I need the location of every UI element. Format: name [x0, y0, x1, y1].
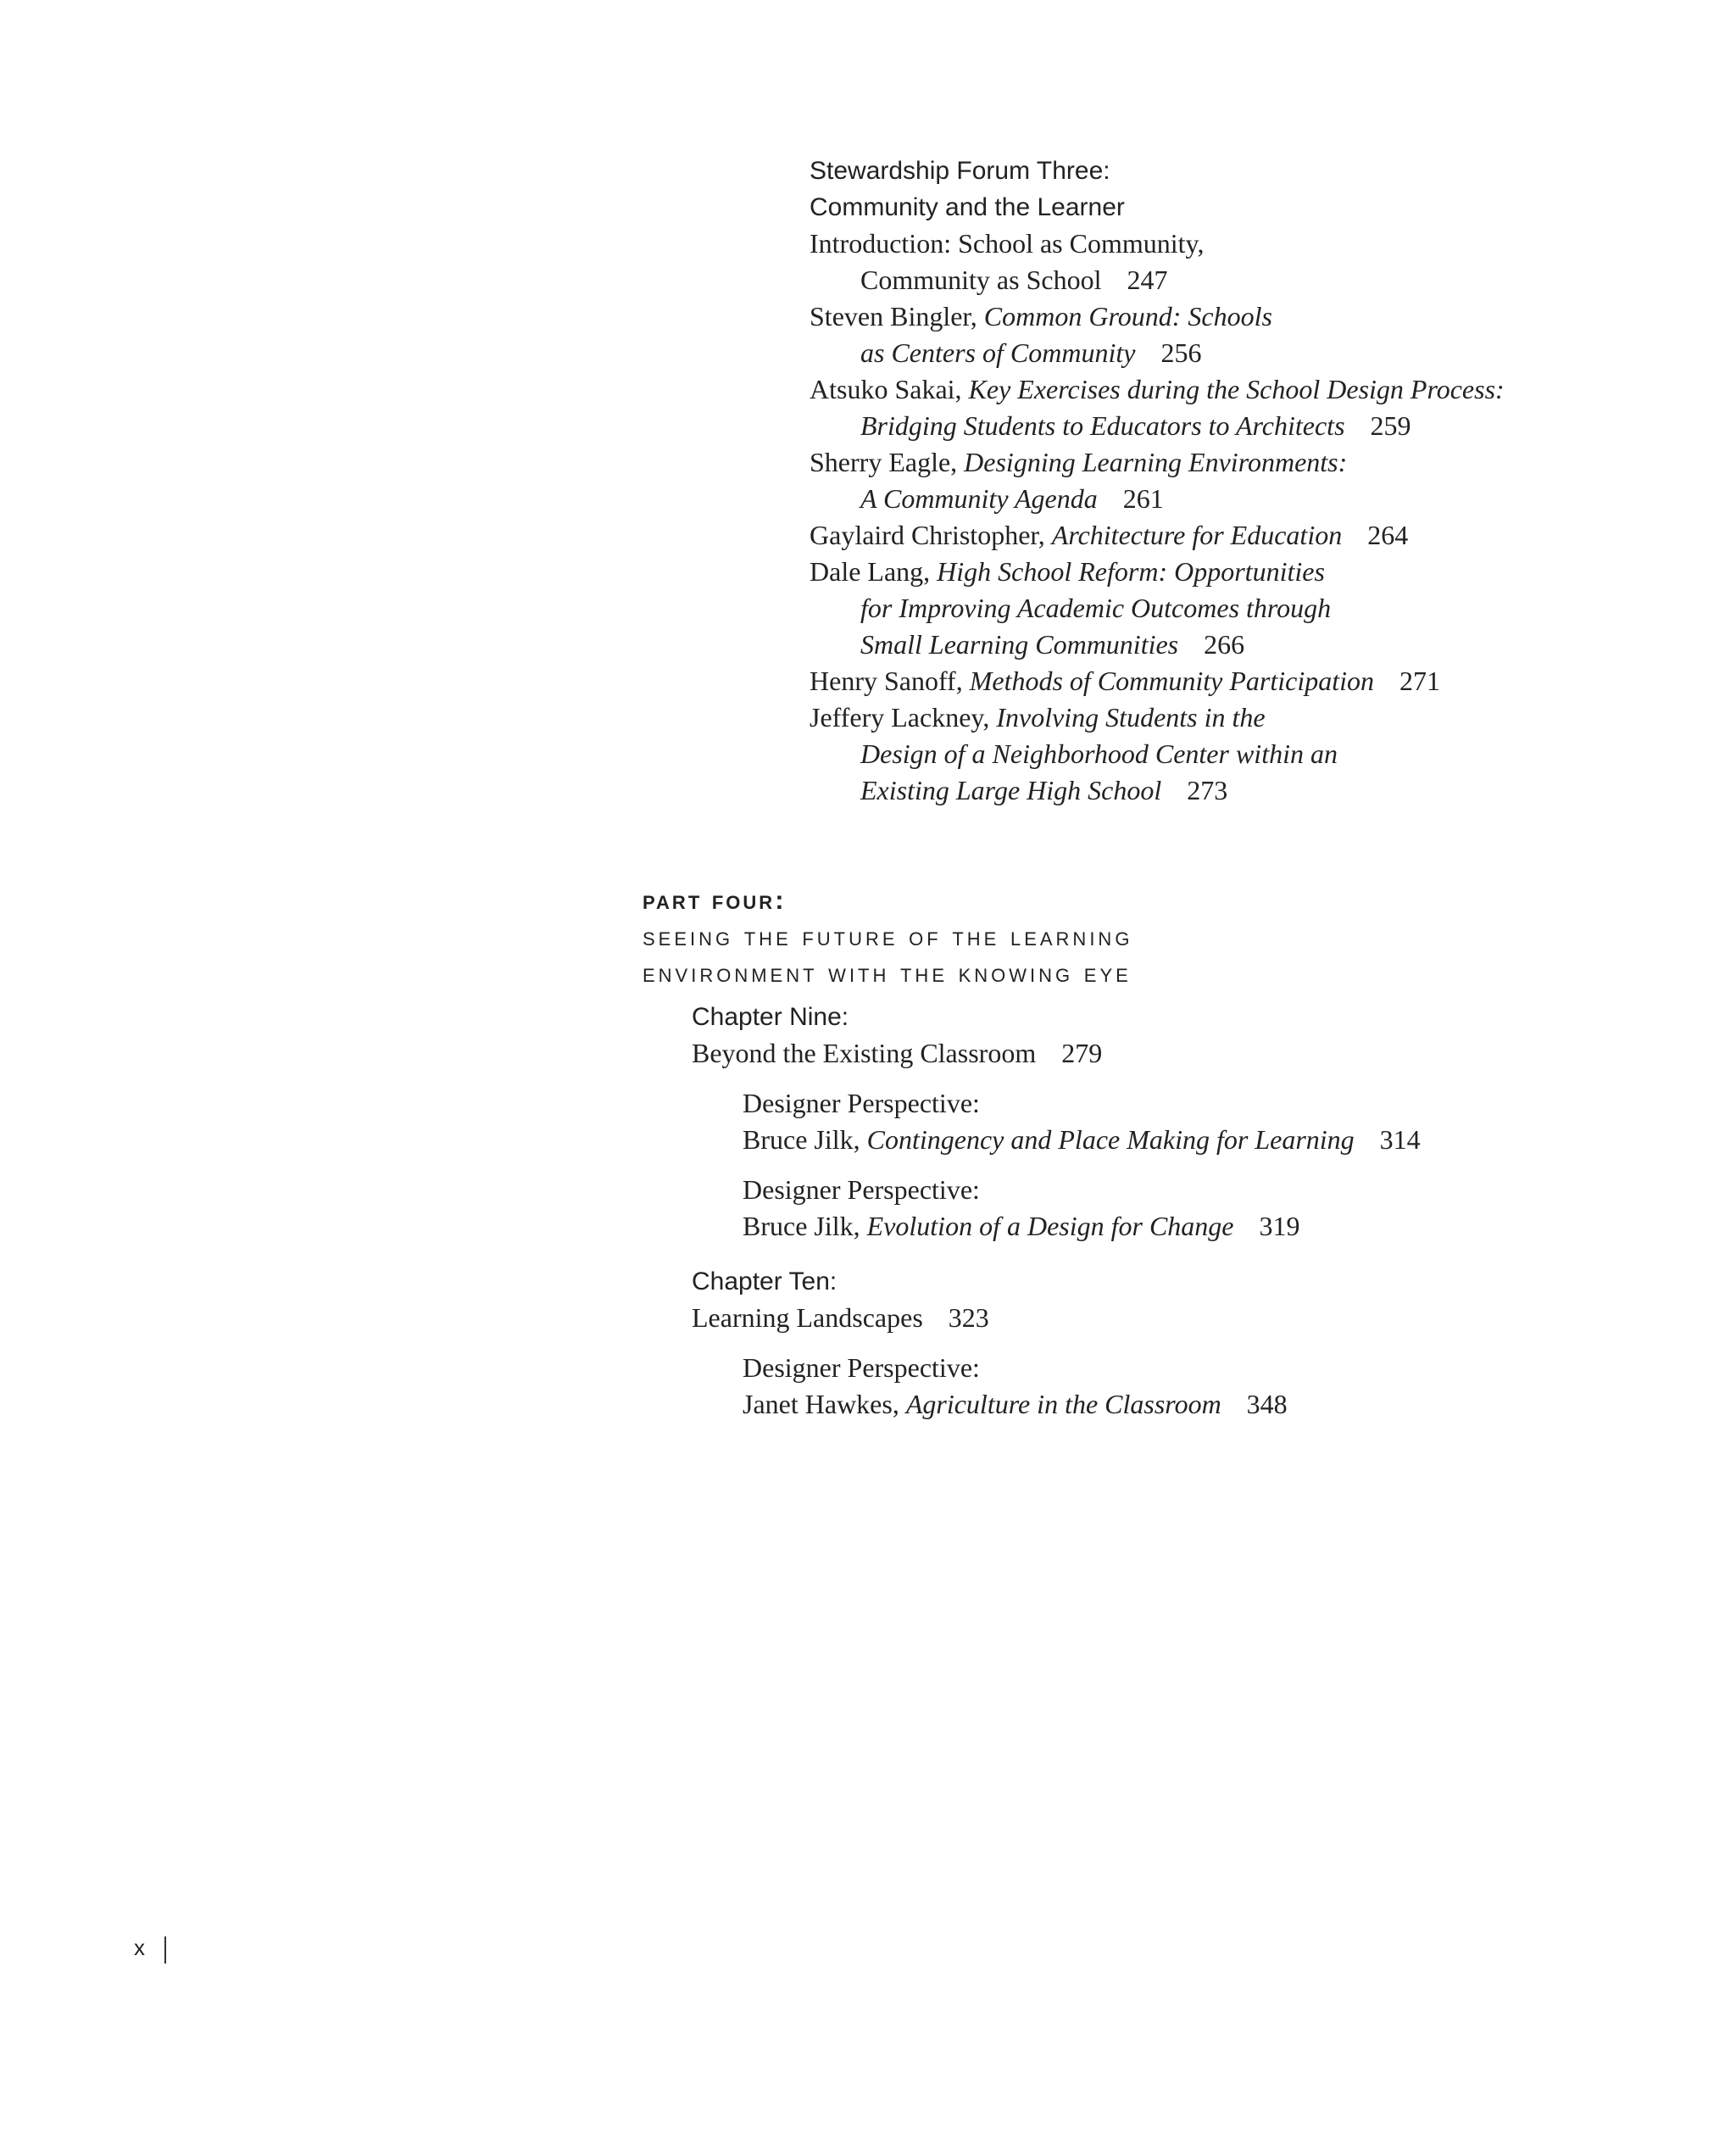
page-number: 273: [1187, 775, 1228, 805]
part-four-entries: [692, 999, 1421, 1423]
forum-heading-line1: Stewardship Forum Three:: [810, 157, 1110, 185]
designer-perspective-entry[interactable]: [692, 1350, 1421, 1423]
entry-title: Involving Students in the: [996, 702, 1266, 733]
entry-title: High School Reform: Opportunities: [937, 556, 1325, 587]
entry-title: School as Community,: [958, 228, 1205, 259]
entry-author: Bruce Jilk,: [743, 1211, 860, 1241]
entry-title: Bridging Students to Educators to Architects: [860, 410, 1345, 441]
perspective-label: Designer Perspective:: [743, 1174, 980, 1205]
entry-title: Existing Large High School: [860, 775, 1162, 805]
entry-title: Architecture for Education: [1051, 520, 1343, 550]
toc-entry[interactable]: [810, 371, 1505, 444]
entry-title: Contingency and Place Making for Learning: [866, 1124, 1355, 1155]
entry-title: Design of a Neighborhood Center within an: [860, 738, 1338, 769]
toc-entry[interactable]: [810, 226, 1505, 298]
page-number: 279: [1061, 1038, 1103, 1068]
toc-entry[interactable]: [810, 517, 1505, 554]
page-number: 256: [1160, 337, 1202, 368]
toc-entry[interactable]: [810, 699, 1505, 809]
page-number: 266: [1204, 629, 1245, 660]
entry-author: Steven Bingler,: [810, 301, 977, 332]
entry-title: for Improving Academic Outcomes through: [860, 593, 1332, 623]
part-label: part four:: [643, 885, 787, 915]
page-number: 314: [1379, 1124, 1421, 1155]
entry-author: Bruce Jilk,: [743, 1124, 860, 1155]
entry-title: Methods of Community Participation: [969, 666, 1374, 696]
chapter-title: Learning Landscapes: [692, 1302, 923, 1333]
page-number: 247: [1127, 265, 1168, 295]
toc-entry[interactable]: [810, 298, 1505, 371]
entry-title: Evolution of a Design for Change: [866, 1211, 1234, 1241]
perspective-label: Designer Perspective:: [743, 1088, 980, 1118]
entry-author: Jeffery Lackney,: [810, 702, 990, 733]
entry-author: Gaylaird Christopher,: [810, 520, 1045, 550]
folio-divider: [164, 1936, 166, 1964]
toc-entry[interactable]: [810, 444, 1505, 517]
chapter-ten-entry[interactable]: [692, 1263, 1421, 1336]
entry-title: Community as School: [860, 265, 1102, 295]
page-number: 264: [1367, 520, 1409, 550]
entry-title: Common Ground: Schools: [983, 301, 1272, 332]
stewardship-forum-section: [810, 153, 1505, 809]
chapter-nine-entry[interactable]: [692, 999, 1421, 1072]
entry-title: Designing Learning Environments:: [964, 447, 1348, 477]
designer-perspective-entry[interactable]: [692, 1172, 1421, 1245]
page-number: 271: [1399, 666, 1440, 696]
page-number: 348: [1246, 1389, 1288, 1419]
page-number: 319: [1259, 1211, 1300, 1241]
chapter-label: Chapter Ten:: [692, 1268, 837, 1295]
page-number: 261: [1122, 483, 1164, 514]
perspective-label: Designer Perspective:: [743, 1352, 980, 1383]
entry-title: Agriculture in the Classroom: [905, 1389, 1221, 1419]
forum-heading-line2: Community and the Learner: [810, 193, 1125, 221]
entry-title: Small Learning Communities: [860, 629, 1179, 660]
page-number: 259: [1370, 410, 1411, 441]
part-title-line1: seeing the future of the learning: [643, 922, 1133, 951]
entry-title: A Community Agenda: [860, 483, 1098, 514]
entry-author: Atsuko Sakai,: [810, 374, 962, 404]
designer-perspective-entry[interactable]: [692, 1085, 1421, 1158]
entry-title: Key Exercises during the School Design Process:: [968, 374, 1505, 404]
entry-author: Janet Hawkes,: [743, 1389, 899, 1419]
toc-entry[interactable]: [810, 554, 1505, 663]
chapter-title: Beyond the Existing Classroom: [692, 1038, 1037, 1068]
toc-entry[interactable]: [810, 663, 1505, 699]
part-title-line2: environment with the knowing eye: [643, 958, 1132, 988]
folio-page-number: x: [134, 1935, 145, 1960]
entry-author: Introduction:: [810, 228, 952, 259]
part-four-heading: [643, 882, 1132, 991]
chapter-label: Chapter Nine:: [692, 1003, 849, 1031]
entry-author: Dale Lang,: [810, 556, 931, 587]
entry-author: Henry Sanoff,: [810, 666, 963, 696]
entry-author: Sherry Eagle,: [810, 447, 958, 477]
entry-title: as Centers of Community: [860, 337, 1136, 368]
page-number: 323: [948, 1302, 989, 1333]
